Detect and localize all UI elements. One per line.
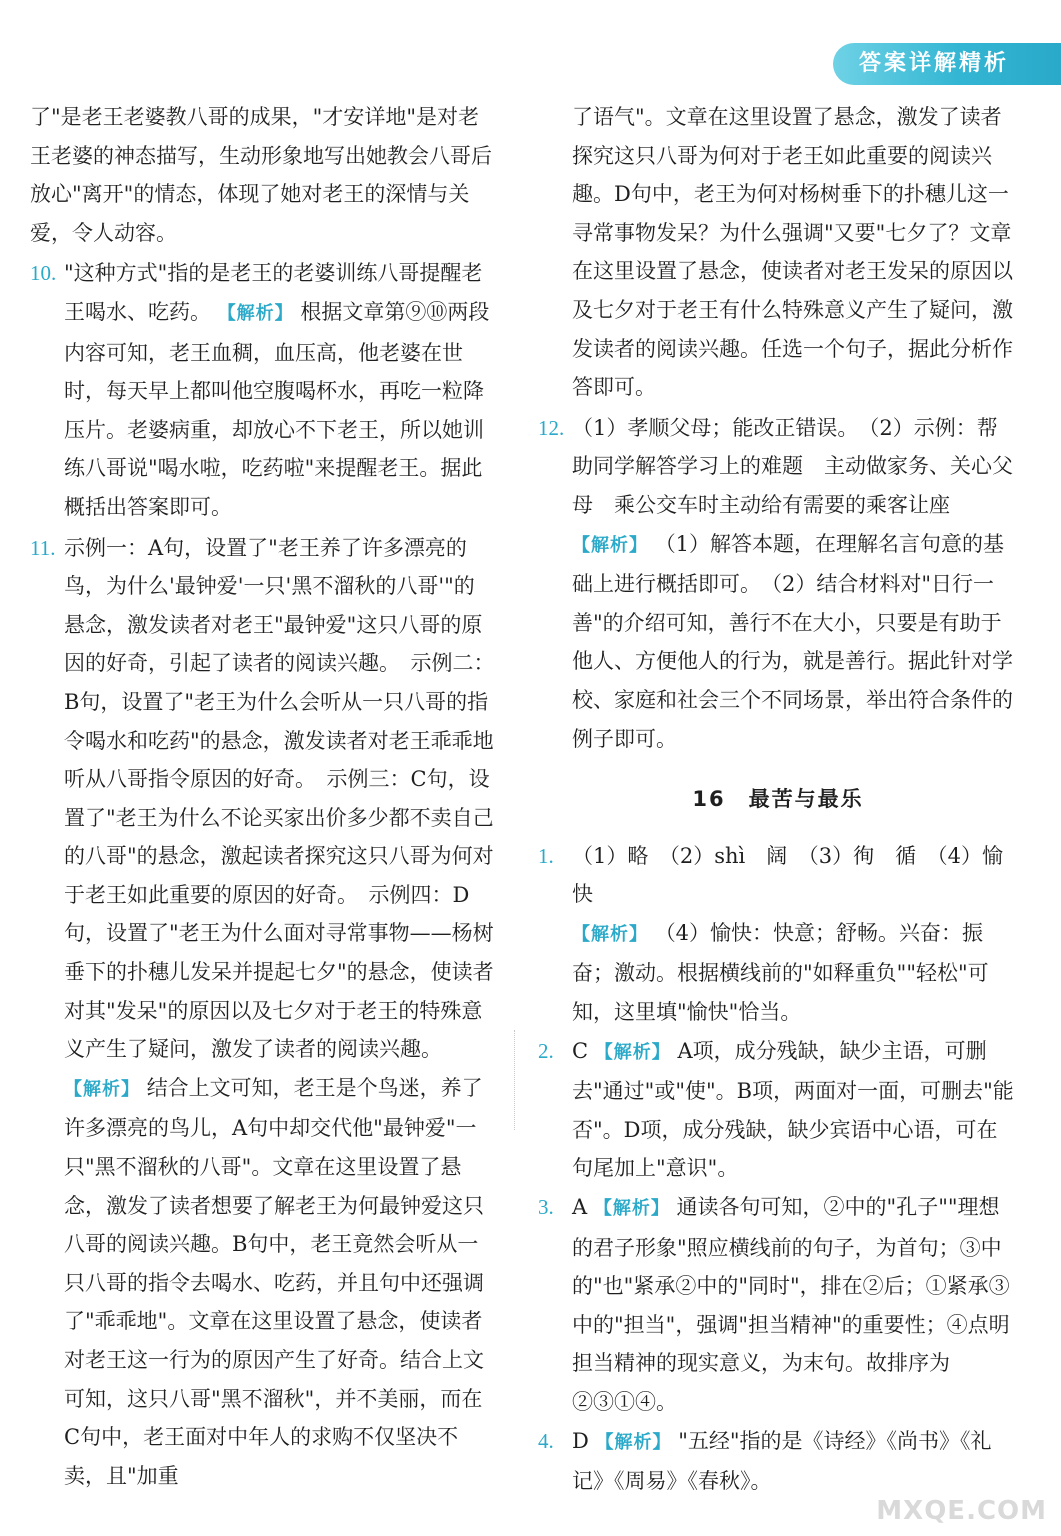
analysis-tag: 【解析】 xyxy=(594,1041,671,1063)
question-number: 2. xyxy=(538,1038,554,1063)
analysis-tag: 【解析】 xyxy=(217,302,294,324)
analysis-text: "五经"指的是《诗经》《尚书》《礼记》《周易》《春秋》。 xyxy=(572,1428,992,1494)
question-number: 4. xyxy=(538,1428,554,1453)
left-column xyxy=(30,98,495,1495)
question-number: 3. xyxy=(538,1195,554,1220)
question-1 xyxy=(538,837,1018,1032)
column-divider xyxy=(514,1030,515,1130)
answer-text: 示例一：A句，设置了"老王养了许多漂亮的鸟，为什么'最钟爱'一只'黑不溜秋的八哥'"的悬念，激发读者对老王"最钟爱"这只八哥的原因的好奇，引起了读者的阅读兴趣。 示例二：B句，设置了"老王为什么会听从一只八哥的指令喝水和吃药"的悬念，激发读者对老王乖乖地听从八哥指令原因的好奇。 示例三：C句，设置了"老王为什么不论买家出价多少都不卖自己的八哥"的悬念，激起读者探究这只八哥为何对于老王如此重要的原因的好奇。 示例四：D句，设置了"老王为什么面对寻常事物——杨树垂下的扑穗儿发呆并提起七夕"的悬念，使读者对其"发呆"的原因以及七夕对于老王的特殊意义产生了疑问，激发了读者的阅读兴趣。 xyxy=(64,535,495,1062)
header-section-tab: 答案详解精析 xyxy=(833,43,1061,85)
question-10 xyxy=(30,254,495,526)
answer-text: "这种方式"指的是老王的老婆训练八哥提醒老王喝水、吃药。 xyxy=(64,261,483,324)
analysis-text: A项，成分残缺，缺少主语，可删去"通过"或"使"。B项，两面对一面，可删去"能否"。D项，成分残缺，缺少宾语中心语，可在句尾加上"意识"。 xyxy=(572,1038,1014,1181)
analysis-text: 通读各句可知，②中的"孔子""理想的君子形象"照应横线前的句子，为首句；③中的"也"紧承②中的"同时"，排在②后；①紧承③中的"担当"，强调"担当精神"的重要性；④点明担当精神的现实意义，为末句。故排序为②③①④。 xyxy=(572,1195,1010,1414)
question-number: 1. xyxy=(538,843,554,868)
analysis-text: 结合上文可知，老王是个鸟迷，养了许多漂亮的鸟儿，A句中却交代他"最钟爱"一只"黑不溜秋的八哥"。文章在这里设置了悬念，激发了读者想要了解老王为何最钟爱这只八哥的阅读兴趣。B句中，老王竟然会听从一只八哥的指令去喝水、吃药，并且句中还强调了"乖乖地"。文章在这里设置了悬念，使读者对老王这一行为的原因产生了好奇。结合上文可知，这只八哥"黑不溜秋"，并不美丽，而在C句中，老王面对中年人的求购不仅坚决不卖，且"加重 xyxy=(64,1075,484,1488)
analysis-text: 根据文章第⑨⑩两段内容可知，老王血稠，血压高，他老婆在世时，每天早上都叫他空腹喝杯水，再吃一粒降压片。老婆病重，却放心不下老王，所以她训练八哥说"喝水啦，吃药啦"来提醒老王。据此概括出答案即可。 xyxy=(64,299,490,519)
right-column xyxy=(538,98,1018,1501)
answer-text: （1）略 （2）shì 阔 （3）徇 循 （4）愉快 xyxy=(572,843,1003,907)
analysis-text: （4）愉快：快意；舒畅。兴奋：振奋；激动。根据横线前的"如释重负""轻松"可知，这里填"愉快"恰当。 xyxy=(572,920,989,1025)
question-12 xyxy=(538,409,1018,758)
left-intro: 了"是老王老婆教八哥的成果，"才安详地"是对老王老婆的神态描写，生动形象地写出她教会八哥后放心"离开"的情态，体现了她对老王的深情与关爱，令人动容。 xyxy=(30,105,492,245)
answer-text: A xyxy=(572,1195,588,1220)
right-continuation: 了语气"。文章在这里设置了悬念，激发了读者探究这只八哥为何对于老王如此重要的阅读兴趣。D句中，老王为何对杨树垂下的扑穗儿这一寻常事物发呆？为什么强调"又要"七夕了？文章在这里设置了悬念，使读者对老王发呆的原因以及七夕对于老王有什么特殊意义产生了疑问，激发读者的阅读兴趣。任选一个句子，据此分析作答即可。 xyxy=(572,105,1013,400)
answer-text: C xyxy=(572,1038,589,1063)
analysis-tag: 【解析】 xyxy=(64,1078,140,1100)
question-2 xyxy=(538,1032,1018,1188)
question-11 xyxy=(30,529,495,1496)
question-number: 12. xyxy=(538,415,565,440)
question-number: 11. xyxy=(30,535,56,560)
watermark-logo: MXQE.COM xyxy=(876,1496,1047,1526)
question-4 xyxy=(538,1422,1018,1501)
analysis-tag: 【解析】 xyxy=(595,1431,672,1453)
answer-text: D xyxy=(572,1428,589,1453)
answer-text: （1）孝顺父母；能改正错误。 （2）示例：帮助同学解答学习上的难题 主动做家务、关心父母 乘公交车时主动给有需要的乘客让座 xyxy=(572,415,1013,517)
question-number: 10. xyxy=(30,261,57,286)
analysis-tag: 【解析】 xyxy=(572,923,648,945)
analysis-tag: 【解析】 xyxy=(593,1198,670,1220)
analysis-text: （1）解答本题，在理解名言句意的基础上进行概括即可。 （2）结合材料对"日行一善"的介绍可知，善行不在大小，只要是有助于他人、方便他人的行为，就是善行。据此针对学校、家庭和社会三个不同场景，举出符合条件的例子即可。 xyxy=(572,531,1013,751)
section-title: 16 最苦与最乐 xyxy=(692,787,864,812)
question-3 xyxy=(538,1188,1018,1422)
analysis-tag: 【解析】 xyxy=(572,534,648,556)
